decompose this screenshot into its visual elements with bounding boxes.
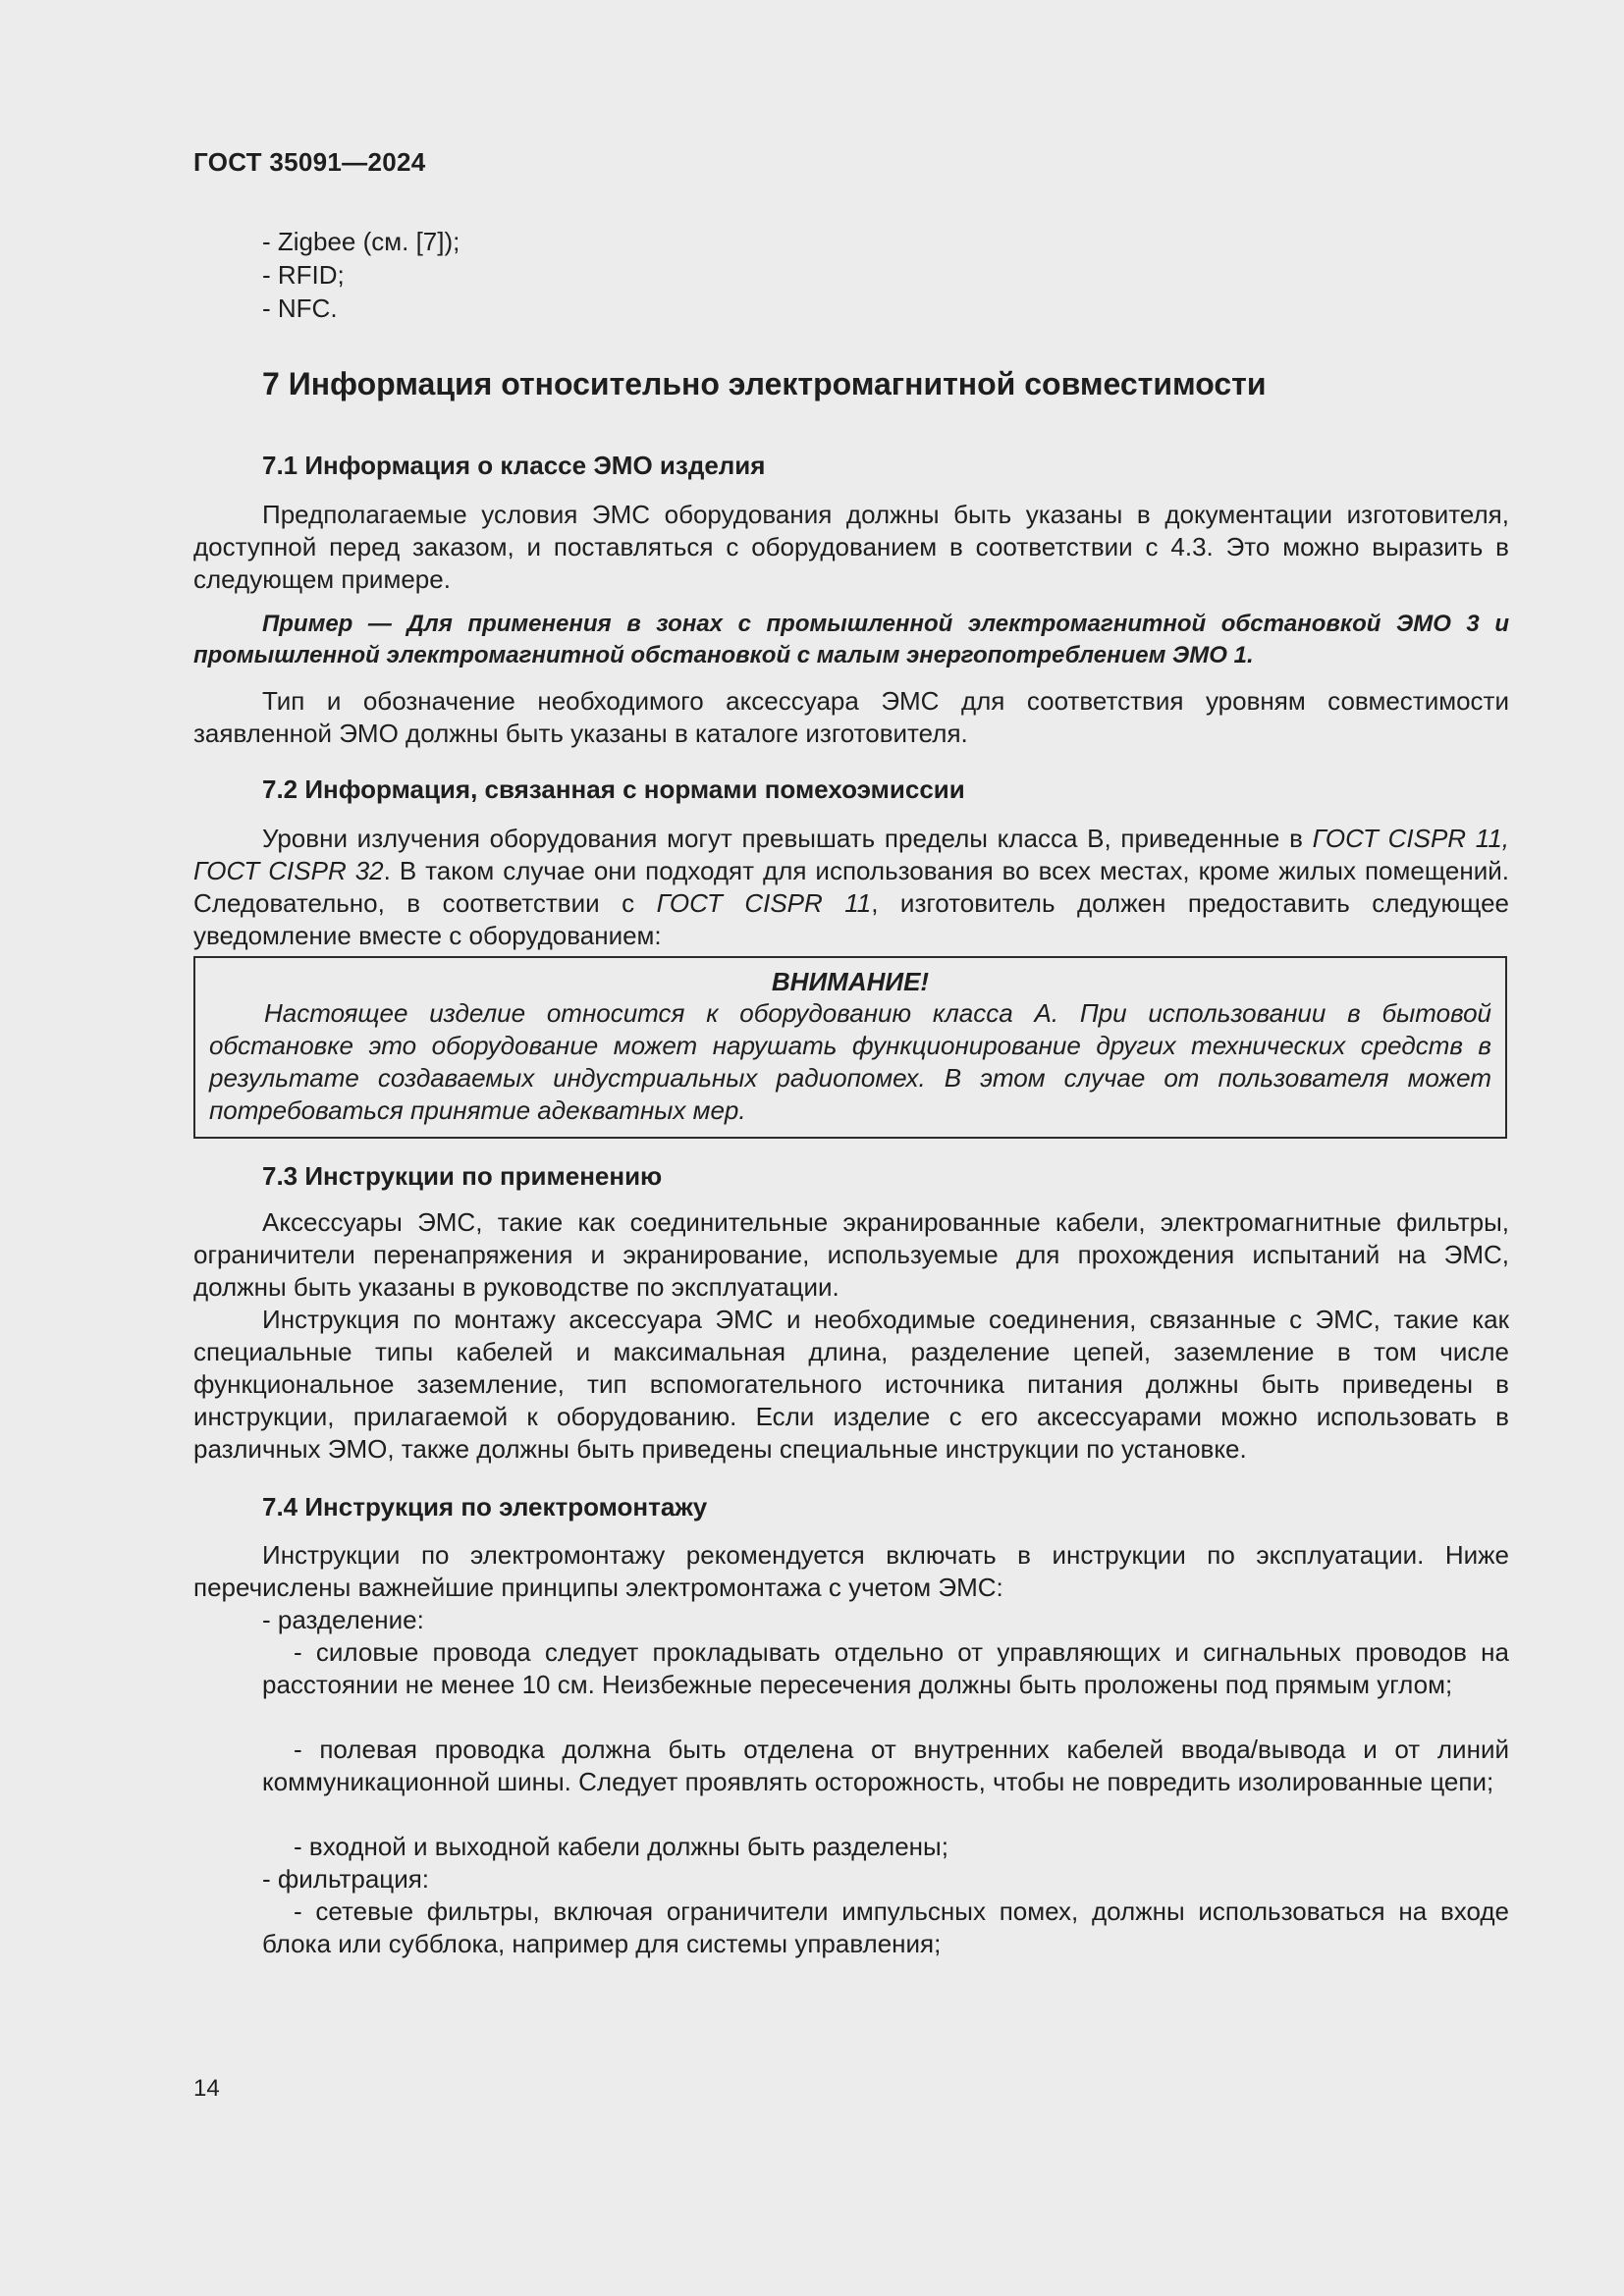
section-7-4-title: 7.4 Инструкция по электромонтажу [262,1492,708,1522]
list-item: - RFID; [262,260,345,290]
section-7-title: 7 Информация относительно электромагнитной совместимости [262,366,1267,401]
standard-reference: ГОСТ CISPR 11 [656,888,872,918]
page-number: 14 [193,2075,220,2102]
section-7-3-paragraph-2: Инструкция по монтажу аксессуара ЭМС и необходимые соединения, связанные с ЭМС, такие как специальные типы кабелей и максимальная длина, разделение цепей, заземление в том числе функциональное заземление, тип вспомогательного источника питания должны быть приведены в инструкции, прилагаемой к оборудованию. Если изделие с его аксессуарами можно использовать в различных ЭМО, также должны быть приведены специальные инструкции по установке. [193,1305,1509,1464]
section-7-1-paragraph-2: Тип и обозначение необходимого аксессуара ЭМС для соответствия уровням совместимости заявленной ЭМО должны быть указаны в каталоге изготовителя. [193,686,1509,748]
list-item: - фильтрация: [262,1864,430,1894]
section-7-2-title: 7.2 Информация, связанная с нормами помехоэмиссии [262,774,965,804]
section-7-2-paragraph: Уровни излучения оборудования могут превышать пределы класса B, приведенные в ГОСТ CISPR 11, ГОСТ CISPR 32. В таком случае они подходят для использования во всех местах, кроме жилых помещений. Следовательно, в соответствии с ГОСТ CISPR 11, изготовитель должен предоставить следующее уведомление вместе с оборудованием: [193,824,1510,950]
intro-list [262,225,460,325]
list-item: - силовые провода следует прокладывать отдельно от управляющих и сигнальных проводов на расстоянии не менее 10 см. Неизбежные пересечения должны быть проложены под прямым углом; [262,1637,1509,1699]
warning-box [193,956,1507,1139]
section-7-1-example: Пример — Для применения в зонах с промышленной электромагнитной обстановкой ЭМО 3 и промышленной электромагнитной обстановкой с малым энергопотреблением ЭМО 1. [193,611,1509,668]
section-7-1-paragraph-1: Предполагаемые условия ЭМС оборудования должны быть указаны в документации изготовителя, доступной перед заказом, и поставляться с оборудованием в соответствии с 4.3. Это можно выразить в следующем примере. [193,500,1509,594]
section-7-3-title: 7.3 Инструкции по применению [262,1161,663,1191]
list-item: - разделение: [262,1605,424,1634]
list-item: - сетевые фильтры, включая ограничители импульсных помех, должны использоваться на входе блока или субблока, например для системы управления; [262,1896,1509,1958]
list-item: - входной и выходной кабели должны быть разделены; [294,1832,948,1861]
list-item: - NFC. [262,294,338,323]
list-item: - Zigbee (см. [7]); [262,227,460,256]
list-item: - полевая проводка должна быть отделена от внутренних кабелей ввода/вывода и от линий коммуникационной шины. Следует проявлять осторожность, чтобы не повредить изолированные цепи; [262,1735,1509,1796]
warning-title: ВНИМАНИЕ! [771,967,930,996]
warning-text: Настоящее изделие относится к оборудованию класса A. При использовании в бытовой обстановке это оборудование может нарушать функционирование других технических средств в результате создаваемых индустриальных радиопомех. В этом случае от пользователя может потребоваться принятие адекватных мер. [209,998,1491,1125]
standard-reference: ГОСТ CISPR 11, ГОСТ CISPR 32 [193,824,1509,885]
section-7-3-paragraph-1: Аксессуары ЭМС, такие как соединительные экранированные кабели, электромагнитные фильтры, ограничители перенапряжения и экранирование, используемые для прохождения испытаний на ЭМС, должны быть указаны в руководстве по эксплуатации. [193,1207,1509,1302]
section-7-4-paragraph: Инструкции по электромонтажу рекомендуется включать в инструкции по эксплуатации. Ниже перечислены важнейшие принципы электромонтажа с учетом ЭМС: [193,1540,1509,1602]
section-7-1-title: 7.1 Информация о классе ЭМО изделия [262,451,766,480]
doc-header: ГОСТ 35091—2024 [193,147,426,177]
